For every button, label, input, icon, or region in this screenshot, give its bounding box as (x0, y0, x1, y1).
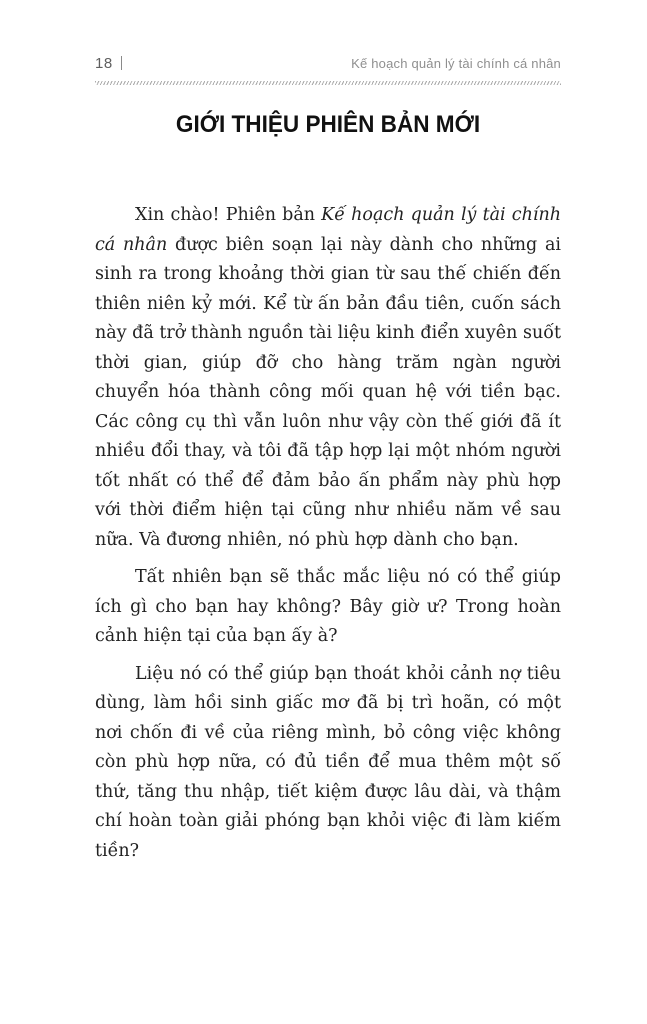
header-rule (95, 81, 561, 85)
paragraph-1 (95, 201, 561, 555)
paragraph-1-lead: Xin chào! Phiên bản (135, 205, 322, 225)
page-header (95, 54, 561, 72)
paragraph-3: Liệu nó có thể giúp bạn thoát khỏi cảnh nợ tiêu dùng, làm hồi sinh giấc mơ đã bị trì hoãn, có một nơi chốn đi về của riêng mình, bỏ công việc không còn phù hợp nữa, có đủ tiền để mua thêm một số thứ, tăng thu nhập, tiết kiệm được lâu dài, và thậm chí hoàn toàn giải phóng bạn khỏi việc đi làm kiếm tiền? (95, 663, 561, 861)
running-title: Kế hoạch quản lý tài chính cá nhân (351, 56, 561, 71)
page-number-group (95, 54, 122, 72)
body-text (95, 201, 561, 866)
paragraph-1-book-title-italic: Kế hoạch quản lý tài chính cá nhân (95, 205, 561, 255)
page-number: 18 (95, 55, 113, 72)
page-number-divider (121, 56, 122, 70)
paragraph-2: Tất nhiên bạn sẽ thắc mắc liệu nó có thể giúp ích gì cho bạn hay không? Bây giờ ư? Trong hoàn cảnh hiện tại của bạn ấy à? (95, 567, 561, 646)
paragraph-1-rest: được biên soạn lại này dành cho những ai sinh ra trong khoảng thời gian từ sau thế chiến đến thiên niên kỷ mới. Kể từ ấn bản đầu tiên, cuốn sách này đã trở thành nguồn tài liệu kinh điển xuyên suốt thời gian, giúp đỡ cho hàng trăm ngàn người chuyển hóa thành công mối quan hệ với tiền bạc. Các công cụ thì vẫn luôn như vậy còn thế giới đã ít nhiều đổi thay, và tôi đã tập hợp lại một nhóm người tốt nhất có thể để đảm bảo ấn phẩm này phù hợp với thời điểm hiện tại cũng như nhiều năm về sau nữa. Và đương nhiên, nó phù hợp dành cho bạn. (95, 234, 562, 550)
chapter-title: GIỚI THIỆU PHIÊN BẢN MỚI (175, 111, 481, 138)
